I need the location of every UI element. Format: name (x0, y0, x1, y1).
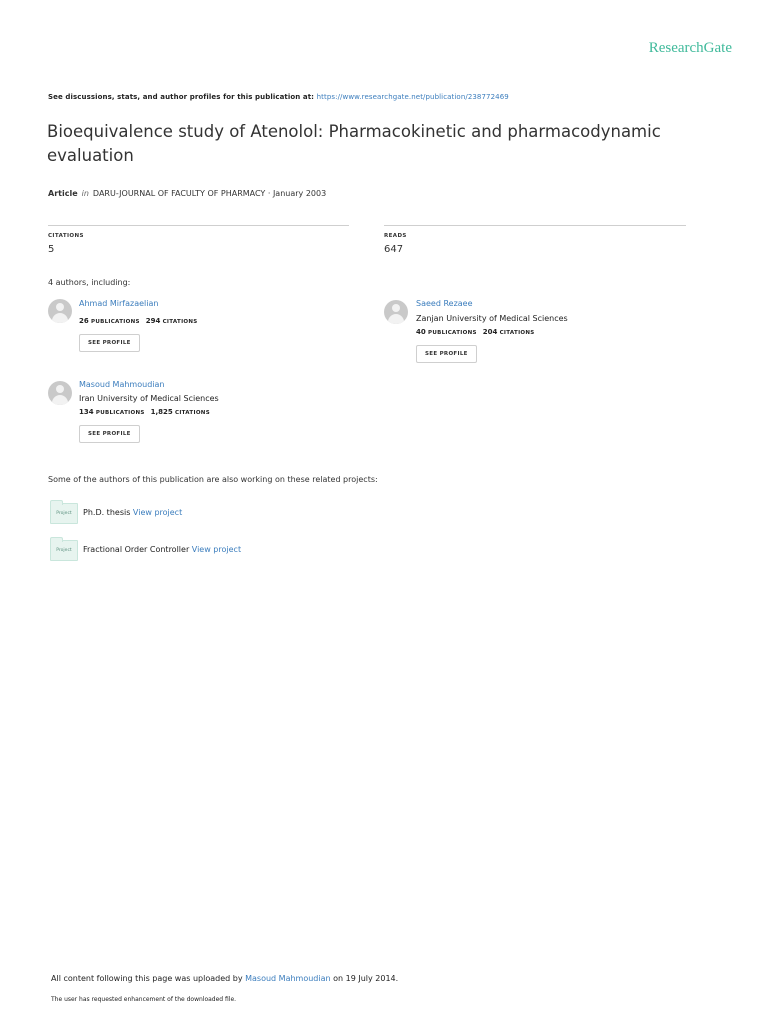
project-item (83, 508, 182, 517)
source-line (48, 93, 509, 101)
project-folder-icon[interactable]: Project (50, 503, 78, 524)
author-name[interactable]: Ahmad Mirfazaelian (79, 299, 159, 308)
author-stats: 26 PUBLICATIONS 294 CITATIONS (79, 317, 198, 325)
uploader-link[interactable]: Masoud Mahmoudian (245, 974, 331, 983)
project-folder-icon[interactable]: Project (50, 540, 78, 561)
citations-value: 5 (48, 244, 55, 255)
project-item (83, 545, 241, 554)
author-name[interactable]: Masoud Mahmoudian (79, 380, 165, 389)
author-name[interactable]: Saeed Rezaee (416, 299, 473, 308)
avatar-icon[interactable] (384, 300, 408, 324)
divider-right (384, 225, 686, 226)
page-title: Bioequivalence study of Atenolol: Pharmacokinetic and pharmacodynamic evaluation (47, 122, 661, 165)
author-institution: Zanjan University of Medical Sciences (416, 314, 568, 323)
avatar-icon[interactable] (48, 381, 72, 405)
author-stats: 134 PUBLICATIONS 1,825 CITATIONS (79, 408, 210, 416)
reads-value: 647 (384, 244, 404, 255)
divider-left (48, 225, 349, 226)
view-project-link[interactable]: View project (132, 508, 183, 517)
meta-in: in (81, 189, 89, 198)
source-text: See discussions, stats, and author profiles for this publication at: (48, 93, 317, 101)
avatar-icon[interactable] (48, 299, 72, 323)
authors-heading: 4 authors, including: (48, 278, 131, 287)
reads-label: READS (384, 233, 407, 239)
upload-info: All content following this page was uploaded by Masoud Mahmoudian on 19 July 2014. (51, 974, 399, 983)
enhancement-note: The user has requested enhancement of the downloaded file. (51, 996, 237, 1003)
project-name: Fractional Order Controller (83, 545, 190, 554)
projects-heading: Some of the authors of this publication are also working on these related projects: (48, 475, 378, 484)
researchgate-logo[interactable]: ResearchGate (648, 40, 732, 56)
author-institution: Iran University of Medical Sciences (79, 394, 219, 403)
see-profile-button[interactable]: SEE PROFILE (79, 425, 140, 443)
view-project-link[interactable]: View project (191, 545, 242, 554)
publication-url-link[interactable]: https://www.researchgate.net/publication/238772469 (316, 93, 509, 101)
project-name: Ph.D. thesis (83, 508, 131, 517)
citations-label: CITATIONS (48, 233, 84, 239)
see-profile-button[interactable]: SEE PROFILE (416, 345, 477, 363)
journal-info: DARU-JOURNAL OF FACULTY OF PHARMACY · January 2003 (92, 189, 327, 198)
article-type: Article (48, 189, 78, 198)
see-profile-button[interactable]: SEE PROFILE (79, 334, 140, 352)
author-stats: 40 PUBLICATIONS 204 CITATIONS (416, 328, 535, 336)
publication-meta (48, 189, 326, 198)
